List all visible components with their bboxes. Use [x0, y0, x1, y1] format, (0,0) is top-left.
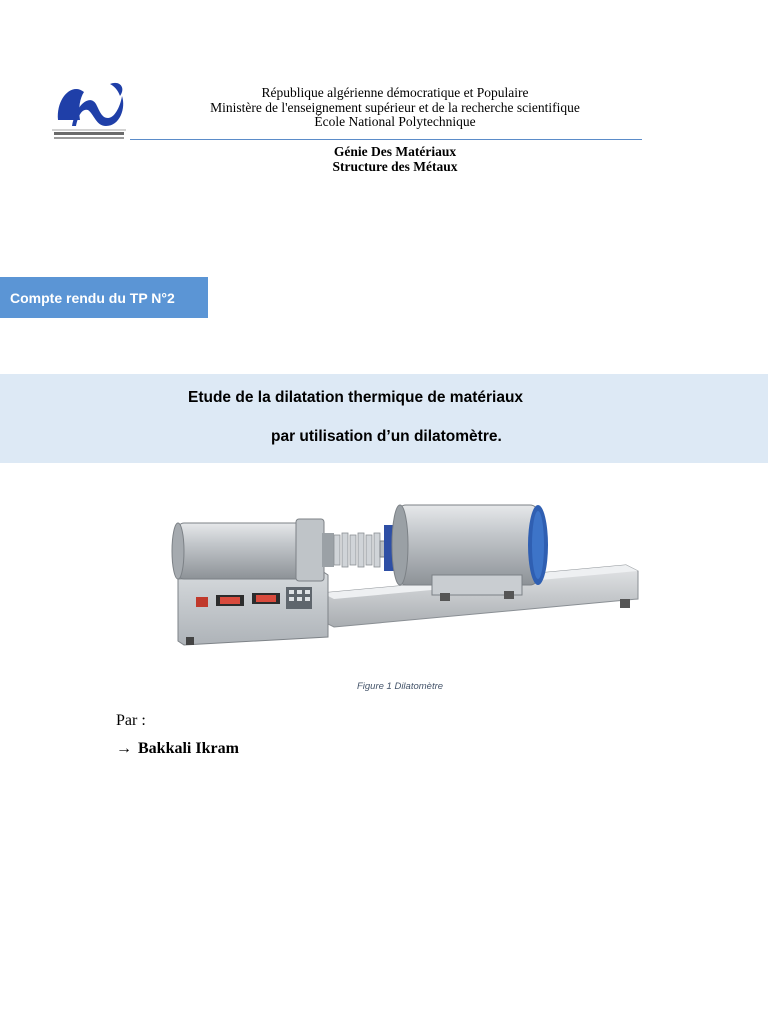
header-line-republic: République algérienne démocratique et Populaire	[261, 85, 529, 100]
dilatometer-photo	[152, 487, 648, 670]
department-name: Génie Des Matériaux	[333, 144, 457, 159]
header-line-ministry: Ministère de l'enseignement supérieur et de la recherche scientifique	[210, 99, 580, 115]
report-badge-label: Compte rendu du TP N°2	[10, 289, 175, 306]
header-line-school: École National Polytechnique	[314, 114, 476, 129]
title-band	[0, 374, 768, 463]
author-by-label: Par :	[116, 712, 146, 729]
report-badge	[0, 277, 208, 318]
department-block	[150, 145, 640, 174]
header-divider	[130, 139, 642, 140]
author-name: Bakkali Ikram	[138, 740, 239, 757]
institution-header	[150, 86, 640, 130]
school-logo-icon	[50, 74, 130, 142]
arrow-right-icon: →	[116, 740, 132, 757]
report-title-line2: par utilisation d’un dilatomètre.	[271, 428, 502, 445]
report-title-line1: Etude de la dilatation thermique de matériaux	[188, 389, 524, 406]
figure-caption: Figure 1 Dilatomètre	[356, 681, 444, 692]
course-name: Structure des Métaux	[332, 158, 458, 174]
author-line	[116, 740, 239, 758]
